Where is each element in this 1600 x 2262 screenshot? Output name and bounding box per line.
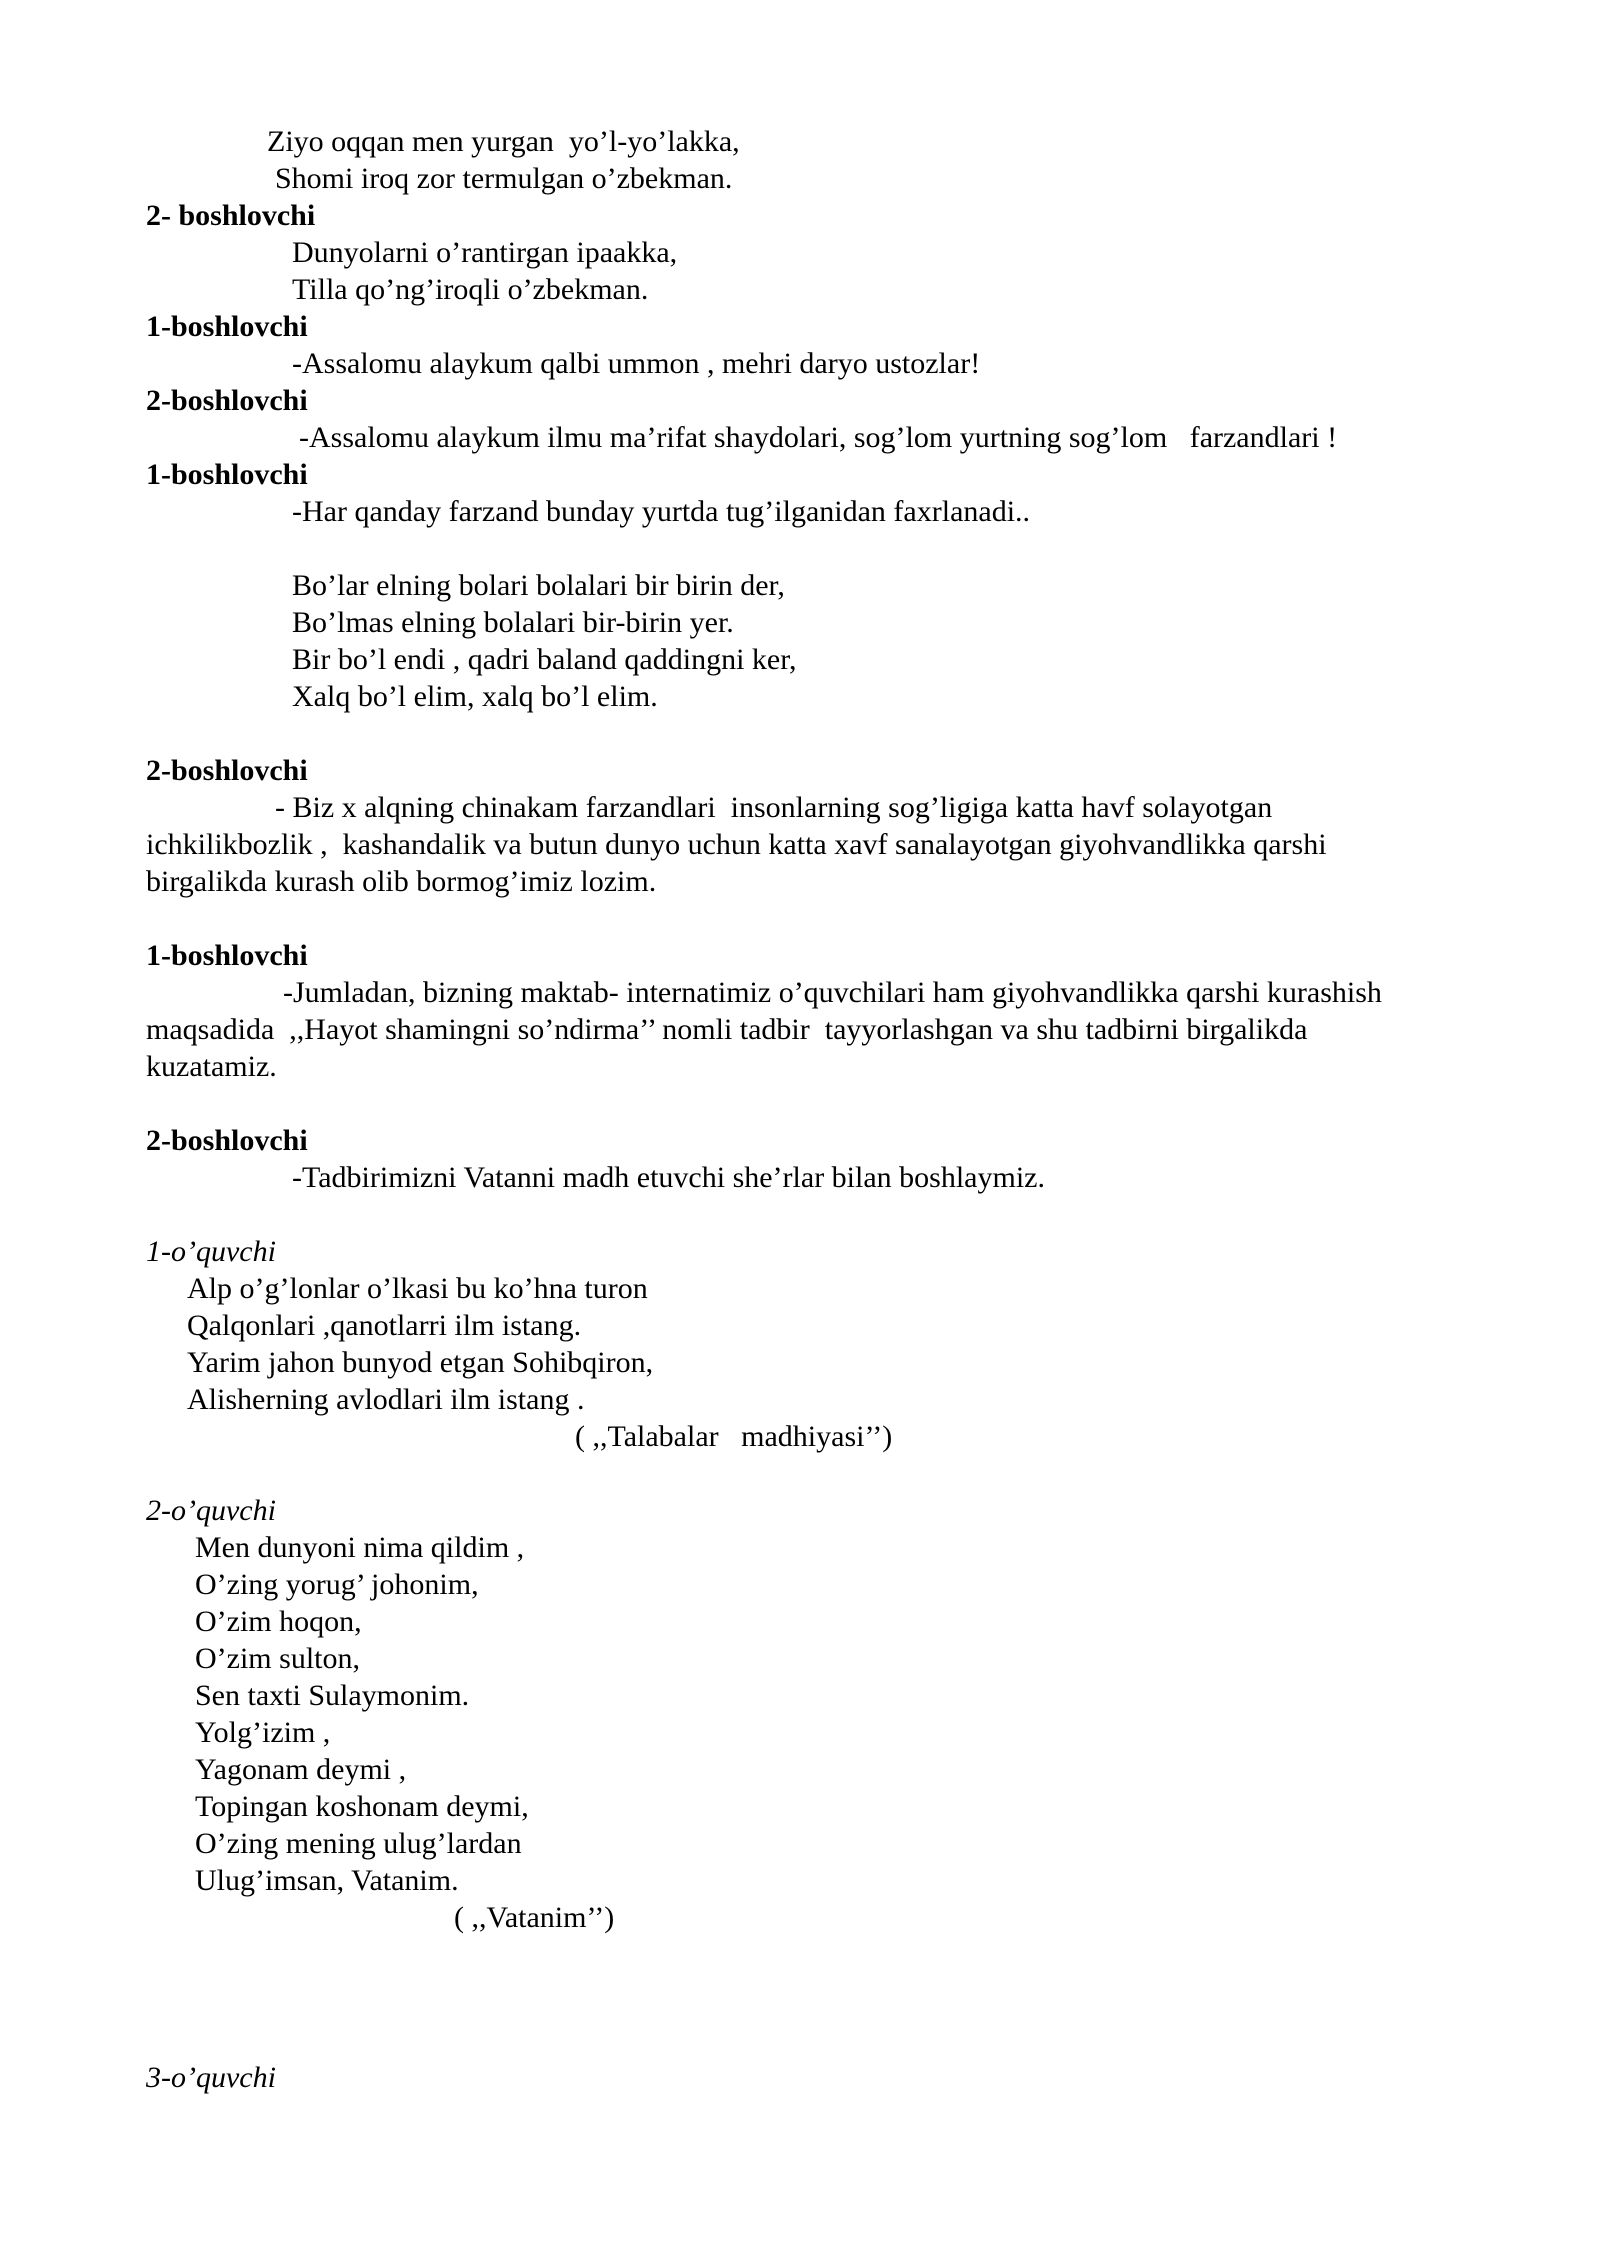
verse-line: Tilla qo’ng’iroqli o’zbekman. — [292, 273, 649, 306]
paragraph-line: - Biz x alqning chinakam farzandlari insonlarning sog’ligiga katta havf solayotgan — [275, 791, 1273, 824]
speech-line: -Tadbirimizni Vatanni madh etuvchi she’rlar bilan boshlaymiz. — [292, 1161, 1045, 1194]
verse-line: Alisherning avlodlari ilm istang . — [187, 1383, 585, 1416]
verse-line: O’zing yorug’ johonim, — [195, 1568, 479, 1601]
paragraph-line: -Jumladan, bizning maktab- internatimiz o’quvchilari ham giyohvandlikka qarshi kurashish — [283, 976, 1382, 1009]
verse-line: O’zim hoqon, — [195, 1605, 362, 1638]
speech-line: -Assalomu alaykum ilmu ma’rifat shaydolari, sog’lom yurtning sog’lom farzandlari ! — [299, 421, 1338, 454]
song-title: ( ,,Talabalar madhiyasi’’) — [575, 1420, 893, 1453]
verse-line: Ziyo oqqan men yurgan yo’l-yo’lakka, — [267, 125, 740, 158]
verse-line: Alp o’g’lonlar o’lkasi bu ko’hna turon — [187, 1272, 648, 1305]
paragraph-line: maqsadida ,,Hayot shamingni so’ndirma’’ nomli tadbir tayyorlashgan va shu tadbirni birgalikda — [146, 1013, 1308, 1046]
song-title: ( ,,Vatanim’’) — [454, 1901, 615, 1934]
speaker-label: 2-boshlovchi — [146, 1124, 308, 1157]
verse-line: Yolg’izim , — [195, 1716, 331, 1749]
speaker-label: 1-boshlovchi — [146, 939, 308, 972]
verse-line: O’zim sulton, — [195, 1642, 360, 1675]
speaker-label: 1-boshlovchi — [146, 310, 308, 343]
verse-line: Xalq bo’l elim, xalq bo’l elim. — [292, 680, 658, 713]
speaker-label: 1-boshlovchi — [146, 458, 308, 491]
pupil-label: 3-o’quvchi — [146, 2061, 276, 2094]
verse-line: Bir bo’l endi , qadri baland qaddingni ker, — [292, 643, 797, 676]
pupil-label: 2-o’quvchi — [146, 1494, 276, 1527]
speech-line: -Har qanday farzand bunday yurtda tug’ilganidan faxrlanadi.. — [292, 495, 1031, 528]
paragraph-line: birgalikda kurash olib bormog’imiz lozim. — [146, 865, 657, 898]
verse-line: Yarim jahon bunyod etgan Sohibqiron, — [187, 1346, 654, 1379]
verse-line: Shomi iroq zor termulgan o’zbekman. — [275, 162, 733, 195]
speaker-label: 2- boshlovchi — [146, 199, 316, 232]
speech-line: -Assalomu alaykum qalbi ummon , mehri daryo ustozlar! — [292, 347, 981, 380]
speaker-label: 2-boshlovchi — [146, 384, 308, 417]
verse-line: Sen taxti Sulaymonim. — [195, 1679, 470, 1712]
pupil-label: 1-o’quvchi — [146, 1235, 276, 1268]
verse-line: Ulug’imsan, Vatanim. — [195, 1864, 459, 1897]
verse-line: O’zing mening ulug’lardan — [195, 1827, 522, 1860]
verse-line: Bo’lar elning bolari bolalari bir birin der, — [292, 569, 785, 602]
paragraph-line: kuzatamiz. — [146, 1050, 277, 1083]
verse-line: Topingan koshonam deymi, — [195, 1790, 529, 1823]
verse-line: Yagonam deymi , — [195, 1753, 407, 1786]
verse-line: Bo’lmas elning bolalari bir-birin yer. — [292, 606, 734, 639]
speaker-label: 2-boshlovchi — [146, 754, 308, 787]
verse-line: Qalqonlari ,qanotlarri ilm istang. — [187, 1309, 582, 1342]
verse-line: Dunyolarni o’rantirgan ipaakka, — [292, 236, 678, 269]
verse-line: Men dunyoni nima qildim , — [195, 1531, 525, 1564]
paragraph-line: ichkilikbozlik , kashandalik va butun dunyo uchun katta xavf sanalayotgan giyohvandlikka qarshi — [146, 828, 1327, 861]
